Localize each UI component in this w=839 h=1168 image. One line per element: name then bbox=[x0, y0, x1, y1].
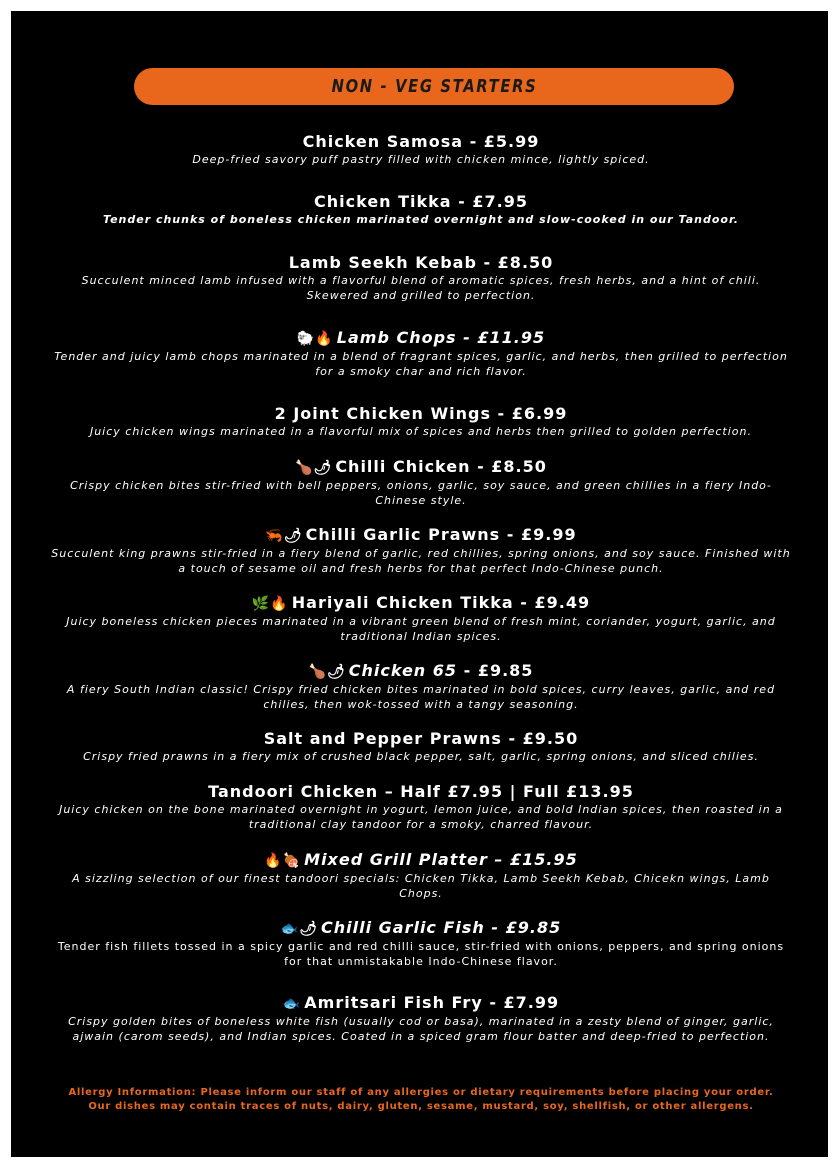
item-name-row bbox=[51, 457, 791, 478]
menu-item bbox=[51, 192, 791, 227]
item-description: Tender and juicy lamb chops marinated in a blend of fragrant spices, garlic, and herbs, then grilled to perfection for a smoky char and rich flavor. bbox=[54, 350, 788, 378]
menu-item bbox=[51, 328, 791, 379]
item-name: Amritsari Fish Fry - £7.99 bbox=[304, 993, 560, 1012]
menu-item bbox=[51, 850, 791, 901]
menu-item bbox=[51, 782, 791, 832]
item-description: A sizzling selection of our finest tandoori specials: Chicken Tikka, Lamb Seekh Kebab, Chicekn wings, Lamb Chops. bbox=[72, 872, 770, 900]
item-description: Tender chunks of boneless chicken marinated overnight and slow-cooked in our Tandoor. bbox=[102, 213, 739, 226]
item-name: Chilli Garlic Prawns - £9.99 bbox=[305, 525, 577, 544]
item-description: Crispy golden bites of boneless white fish (usually cod or basa), marinated in a zesty blend of ginger, garlic, ajwain (carom seeds), and Indian spices. Coated in a spiced gram flour batter and deep-fried to perfection. bbox=[68, 1015, 774, 1043]
fish-icon: 🐟 bbox=[282, 996, 302, 1012]
menu-item bbox=[51, 404, 791, 439]
item-description: Juicy boneless chicken pieces marinated in a vibrant green blend of fresh mint, coriander, yogurt, garlic, and traditional Indian spices. bbox=[66, 615, 776, 643]
menu-item bbox=[51, 993, 791, 1044]
item-name-row bbox=[51, 593, 791, 614]
item-price: - £9.85 bbox=[457, 661, 534, 680]
menu-page bbox=[11, 11, 828, 1157]
menu-item bbox=[51, 729, 791, 764]
item-description: Crispy fried prawns in a fiery mix of crushed black pepper, salt, garlic, spring onions, and sliced chilies. bbox=[83, 750, 759, 763]
item-name: Lamb Seekh Kebab - £8.50 bbox=[288, 253, 554, 272]
item-description: A fiery South Indian classic! Crispy fried chicken bites marinated in bold spices, curry leaves, garlic, and red chilies, then wok-tossed with a tangy seasoning. bbox=[66, 683, 776, 711]
item-name-row bbox=[51, 328, 791, 349]
menu-item bbox=[51, 661, 791, 712]
drumstick-chili-icon: 🍗🌶 bbox=[295, 460, 333, 476]
allergy-line-2: Our dishes may contain traces of nuts, dairy, gluten, sesame, mustard, soy, shellfish, or other allergens. bbox=[88, 1101, 754, 1112]
item-name-row bbox=[51, 993, 791, 1014]
menu-item bbox=[51, 918, 791, 969]
item-name-row bbox=[51, 918, 791, 939]
item-name: 2 Joint Chicken Wings - £6.99 bbox=[274, 404, 568, 423]
item-name: Chicken Tikka - £7.95 bbox=[314, 192, 528, 211]
item-name-row bbox=[51, 850, 791, 871]
item-description: Juicy chicken wings marinated in a flavorful mix of spices and herbs then grilled to golden perfection. bbox=[89, 425, 753, 438]
item-description: Juicy chicken on the bone marinated overnight in yogurt, lemon juice, and bold Indian spices, then roasted in a traditional clay tandoor for a smoky, charred flavour. bbox=[59, 803, 783, 831]
item-name: Chilli Chicken - £8.50 bbox=[335, 457, 547, 476]
item-description: Crispy chicken bites stir-fried with bell peppers, onions, garlic, soy sauce, and green chillies in a fiery Indo-Chinese style. bbox=[70, 479, 772, 507]
item-name: Tandoori Chicken – Half £7.95 | Full £13.95 bbox=[208, 782, 634, 801]
item-name: Salt and Pepper Prawns - £9.50 bbox=[263, 729, 579, 748]
item-name: Mixed Grill Platter – £15.95 bbox=[304, 850, 578, 869]
menu-item bbox=[51, 457, 791, 508]
item-name: Hariyali Chicken Tikka - £9.49 bbox=[291, 593, 591, 612]
lamb-fire-icon: 🐑🔥 bbox=[296, 331, 334, 347]
section-banner bbox=[134, 68, 734, 105]
section-title: NON - VEG STARTERS bbox=[331, 76, 537, 97]
item-description: Deep-fried savory puff pastry filled with chicken mince, lightly spiced. bbox=[192, 153, 650, 166]
menu-item bbox=[51, 593, 791, 644]
fire-meat-icon: 🔥🍖 bbox=[264, 853, 302, 869]
menu-item bbox=[51, 132, 791, 167]
menu-item bbox=[51, 525, 791, 576]
allergy-line-1: Allergy Information: Please inform our staff of any allergies or dietary requirements before placing your order. bbox=[68, 1087, 774, 1098]
prawn-chili-icon: 🦐🌶 bbox=[265, 528, 303, 544]
item-name: Chilli Garlic Fish - £9.85 bbox=[321, 918, 562, 937]
item-description: Succulent minced lamb infused with a flavorful blend of aromatic spices, fresh herbs, and a hint of chili. Skewered and grilled to perfection. bbox=[81, 274, 761, 302]
drumstick-chili-icon: 🍗🌶 bbox=[308, 664, 346, 680]
item-description: Succulent king prawns stir-fried in a fiery blend of garlic, red chillies, spring onions, and soy sauce. Finished with a touch of sesame oil and fresh herbs for that perfect Indo-Chinese punch. bbox=[51, 547, 791, 575]
fish-chili-icon: 🐟🌶 bbox=[280, 921, 318, 937]
item-name-row bbox=[51, 661, 791, 682]
item-name: Chicken Samosa - £5.99 bbox=[302, 132, 540, 151]
item-name: Chicken 65 bbox=[348, 661, 458, 680]
item-description: Tender fish fillets tossed in a spicy garlic and red chilli sauce, stir-fried with onions, peppers, and spring onions for that unmistakable Indo-Chinese flavor. bbox=[57, 940, 785, 968]
item-name-row bbox=[51, 525, 791, 546]
menu-item bbox=[51, 253, 791, 303]
allergy-notice bbox=[51, 1086, 791, 1114]
herb-fire-icon: 🌿🔥 bbox=[251, 596, 289, 612]
item-name: Lamb Chops - £11.95 bbox=[336, 328, 546, 347]
